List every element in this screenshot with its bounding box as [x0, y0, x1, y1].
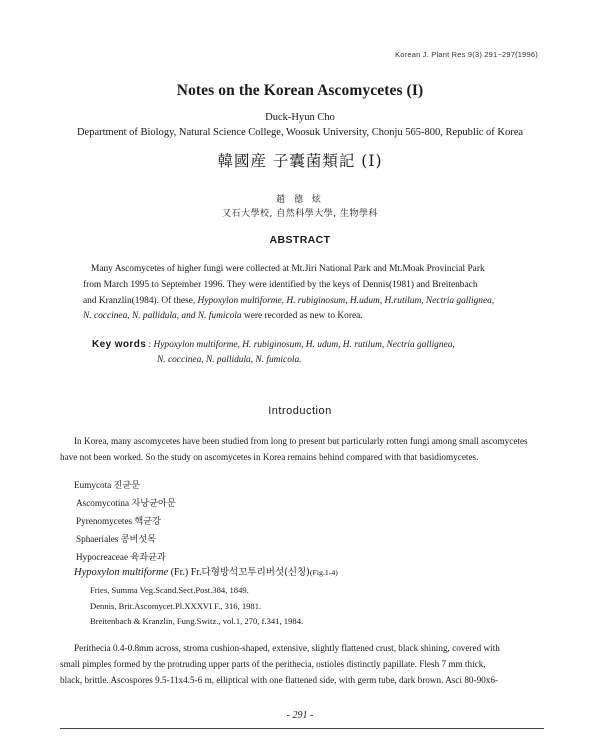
species-name: Hypoxylon multiforme [74, 567, 169, 578]
paper-title-korean: 韓國産 子囊菌類記 (I) [217, 152, 383, 170]
keywords-text: Hypoxylon multiforme, H. rubiginosum, H. udum, H. rutilum, Nectria gallignea, [153, 340, 455, 350]
abstract-line: Many Ascomycetes of higher fungi were collected at Mt.Jiri National Park and Mt.Moak Provincial Park [91, 264, 485, 274]
paragraph-line: small pimples formed by the protruding upper parts of the perithecia, ostioles distinctly papillate. Flesh 7 mm thick, [60, 659, 486, 669]
section-heading-introduction: Introduction [268, 405, 332, 417]
paragraph-line: black, brittle. Ascospores 9.5-11x4.5-6 m, elliptical with one flattened side, with germ tube, dark brown. Asci 80-90x6- [60, 675, 499, 685]
abstract-body [83, 262, 545, 325]
abstract-species-list: N. coccinea, N. pallidula, and N. fumicola [83, 311, 242, 322]
author-affiliation-korean: 又石大學校, 自然科學大學, 生物學科 [222, 209, 378, 219]
abstract-heading: ABSTRACT [269, 234, 331, 246]
author-name: Duck-Hyun Cho [265, 112, 335, 123]
keywords-line [92, 337, 562, 353]
reference-item: Breitenbach & Kranzlin, Fung.Switz., vol.1, 270, f.341, 1984. [90, 616, 304, 626]
figure-reference: (Fig.1-4) [309, 568, 338, 577]
taxonomy-item: Ascomycotina 자낭균아문 [76, 498, 176, 508]
taxonomy-item: Sphaeriales 콩버섯목 [76, 534, 157, 544]
author-name-korean: 趙 德 炫 [276, 195, 324, 205]
paragraph-line: have not been worked. So the study on ascomycetes in Korea remains behind compared with that basidiomycetes. [60, 452, 479, 462]
page-number: - 291 - [286, 710, 314, 721]
keywords-text: N. coccinea, N. pallidula, N. fumicola. [157, 355, 302, 365]
author-affiliation: Department of Biology, Natural Science College, Woosuk University, Chonju 565-800, Republic of Korea [76, 127, 524, 138]
abstract-line [83, 309, 545, 325]
abstract-line-text: and Kranzlin(1984). Of these, [83, 295, 198, 306]
species-authority: (Fr.) Fr. [168, 567, 202, 578]
paragraph-line: Perithecia 0.4-0.8mm across, stroma cushion-shaped, extensive, slightly flattened crust, black shining, covered with [74, 643, 500, 653]
species-references [90, 583, 303, 630]
journal-reference: Korean J. Plant Res 9(3) 291~297(1996) [395, 50, 538, 59]
abstract-line [83, 294, 545, 310]
keywords-separator: : [146, 340, 154, 350]
species-korean-name: 다형방석꼬투리버섯(신칭) [201, 567, 310, 578]
paragraph-line: In Korea, many ascomycetes have been studied from long to present but particularly rotten fungi among small ascomycetes [74, 436, 528, 446]
taxonomy-item: Pyrenomycetes 핵균강 [76, 516, 162, 526]
taxonomy-item: Eumycota 진균문 [74, 480, 141, 490]
species-heading [74, 565, 338, 581]
taxonomy-list [74, 476, 176, 566]
keywords-block [92, 337, 562, 368]
introduction-body [60, 433, 544, 465]
species-description [60, 640, 544, 688]
taxonomy-item: Hypocreaceae 육좌균과 [76, 552, 166, 562]
reference-item: Dennis, Brit.Ascomycet.Pl.XXXVI F., 316, 1981. [90, 600, 262, 611]
keywords-label: Key words [92, 339, 147, 350]
abstract-line: from March 1995 to September 1996. They were identified by the keys of Dennis(1981) and Breitenbach [83, 279, 478, 290]
reference-item: Fries, Summa Veg.Scand.Sect.Post.384, 1849. [90, 585, 249, 595]
abstract-line-text: were recorded as new to Korea. [241, 311, 363, 322]
bottom-rule [60, 728, 544, 729]
paper-title: Notes on the Korean Ascomycetes (I) [176, 82, 424, 99]
abstract-species-list: Hypoxylon multiforme, H. rubiginosum, H.udum, H.rutilum, Nectria gallignea, [197, 295, 495, 306]
